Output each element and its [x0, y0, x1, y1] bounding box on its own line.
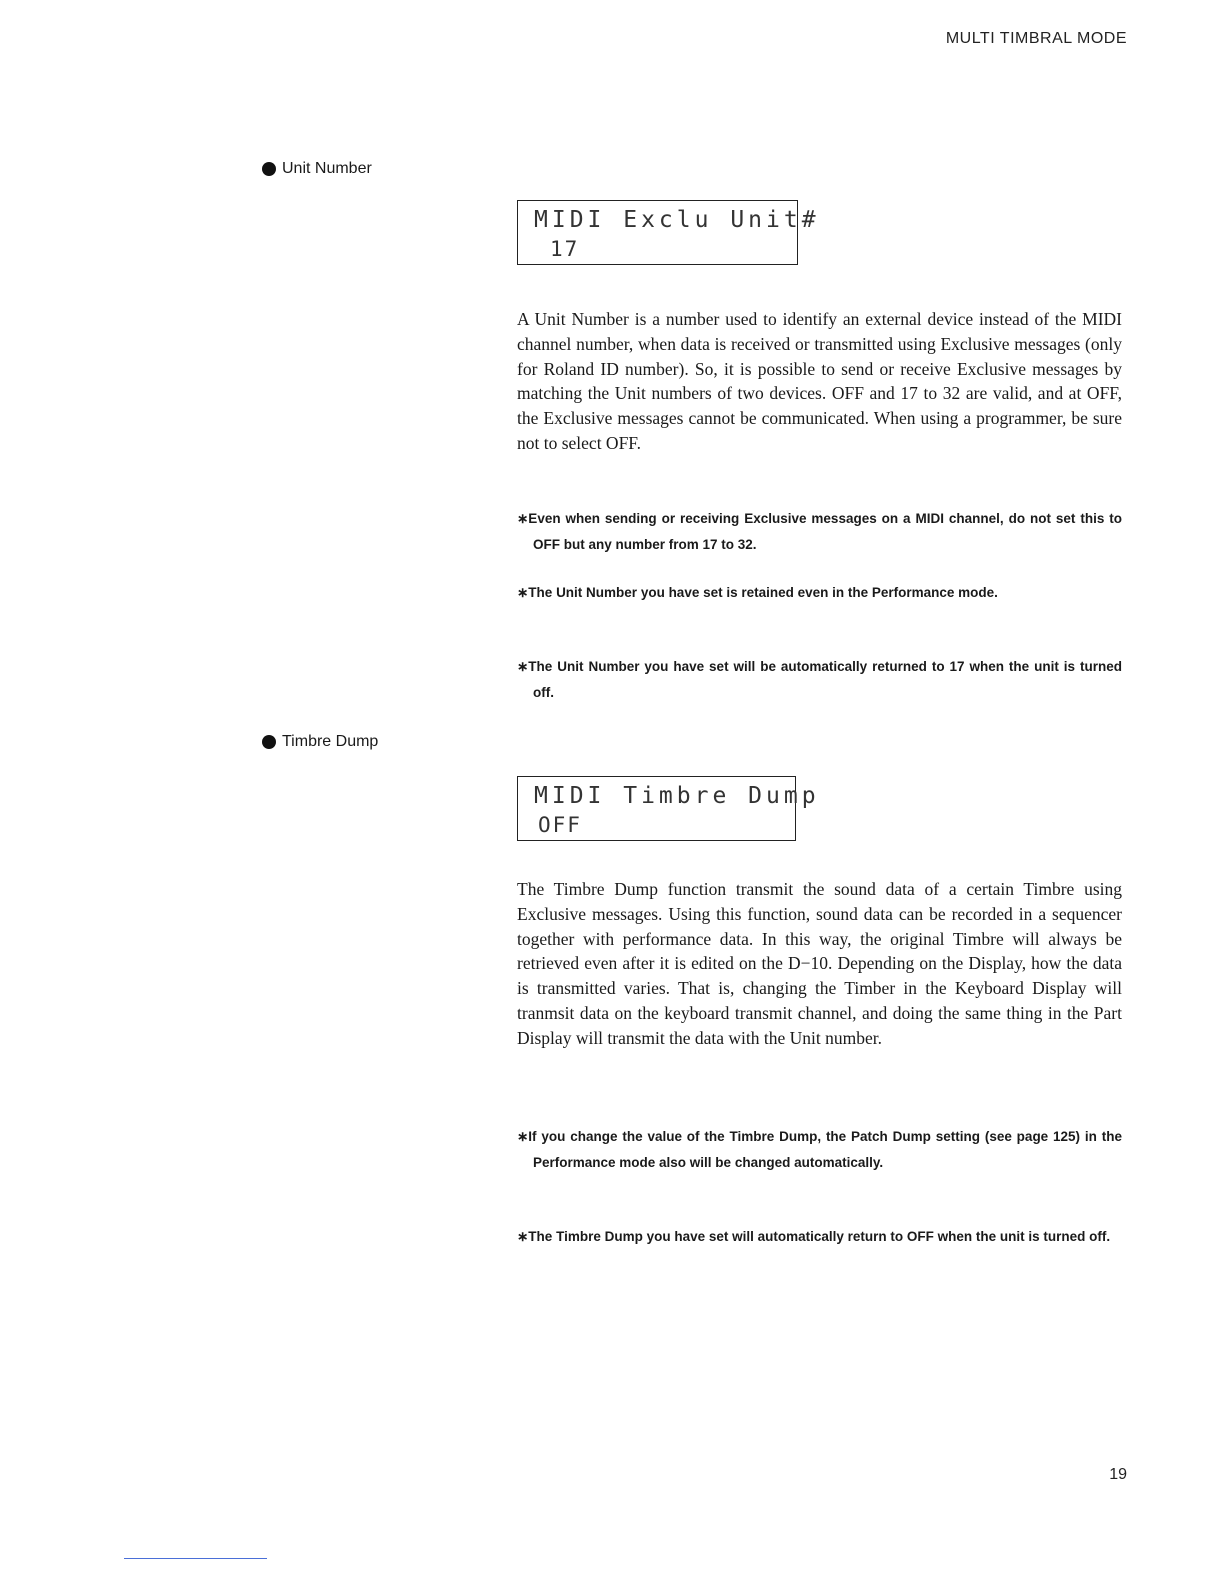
note-timbre-dump-2: ∗The Timbre Dump you have set will automatically return to OFF when the unit is turned off. [517, 1229, 1111, 1244]
lcd-line-1: MIDI Timbre Dump [534, 783, 820, 809]
bullet-icon [262, 735, 276, 749]
section-heading-label: Timbre Dump [282, 733, 379, 750]
bullet-icon [262, 162, 276, 176]
lcd-display-timbre-dump [517, 776, 820, 841]
paragraph-unit-number: A Unit Number is a number used to identify an external device instead of the MIDI channel number, when data is received or transmitted using Exclusive messages (only for Roland ID number). So, it is possible to send or receive Exclusive messages by matching the Unit numbers of two devices. OFF and 17 to 32 are valid, and at OFF, the Exclusive messages cannot be communicated. When using a programmer, be sure not to select OFF. [517, 309, 1122, 453]
note-unit-number-3: ∗The Unit Number you have set will be automatically returned to 17 when the unit is turned off. [517, 659, 1122, 700]
note-timbre-dump-1: ∗If you change the value of the Timbre Dump, the Patch Dump setting (see page 125) in the Performance mode also will be changed automatically. [517, 1129, 1122, 1170]
lcd-display-unit-number [517, 200, 820, 265]
section-heading-label: Unit Number [282, 160, 372, 177]
section-heading-unit-number [262, 160, 372, 178]
page-number: 19 [1109, 1466, 1127, 1483]
running-header: MULTI TIMBRAL MODE [945, 30, 1127, 47]
note-unit-number-1: ∗Even when sending or receiving Exclusive messages on a MIDI channel, do not set this to OFF but any number from 17 to 32. [517, 511, 1122, 552]
footer-rule [124, 1558, 267, 1559]
lcd-line-2: OFF [538, 813, 582, 837]
lcd-line-2: 17 [550, 237, 580, 261]
note-unit-number-2: ∗The Unit Number you have set is retained even in the Performance mode. [517, 585, 998, 600]
section-heading-timbre-dump [262, 733, 378, 751]
paragraph-timbre-dump: The Timbre Dump function transmit the sound data of a certain Timbre using Exclusive messages. Using this function, sound data can be recorded in a sequencer together with performance data. In this way, the original Timbre will always be retrieved even after it is edited on the D−10. Depending on the Display, how the data is transmitted varies. That is, changing the Timber in the Keyboard Display will tranmsit data on the keyboard transmit channel, and doing the same thing in the Part Display will transmit the data with the Unit number. [517, 879, 1122, 1048]
lcd-line-1: MIDI Exclu Unit# [534, 207, 820, 233]
